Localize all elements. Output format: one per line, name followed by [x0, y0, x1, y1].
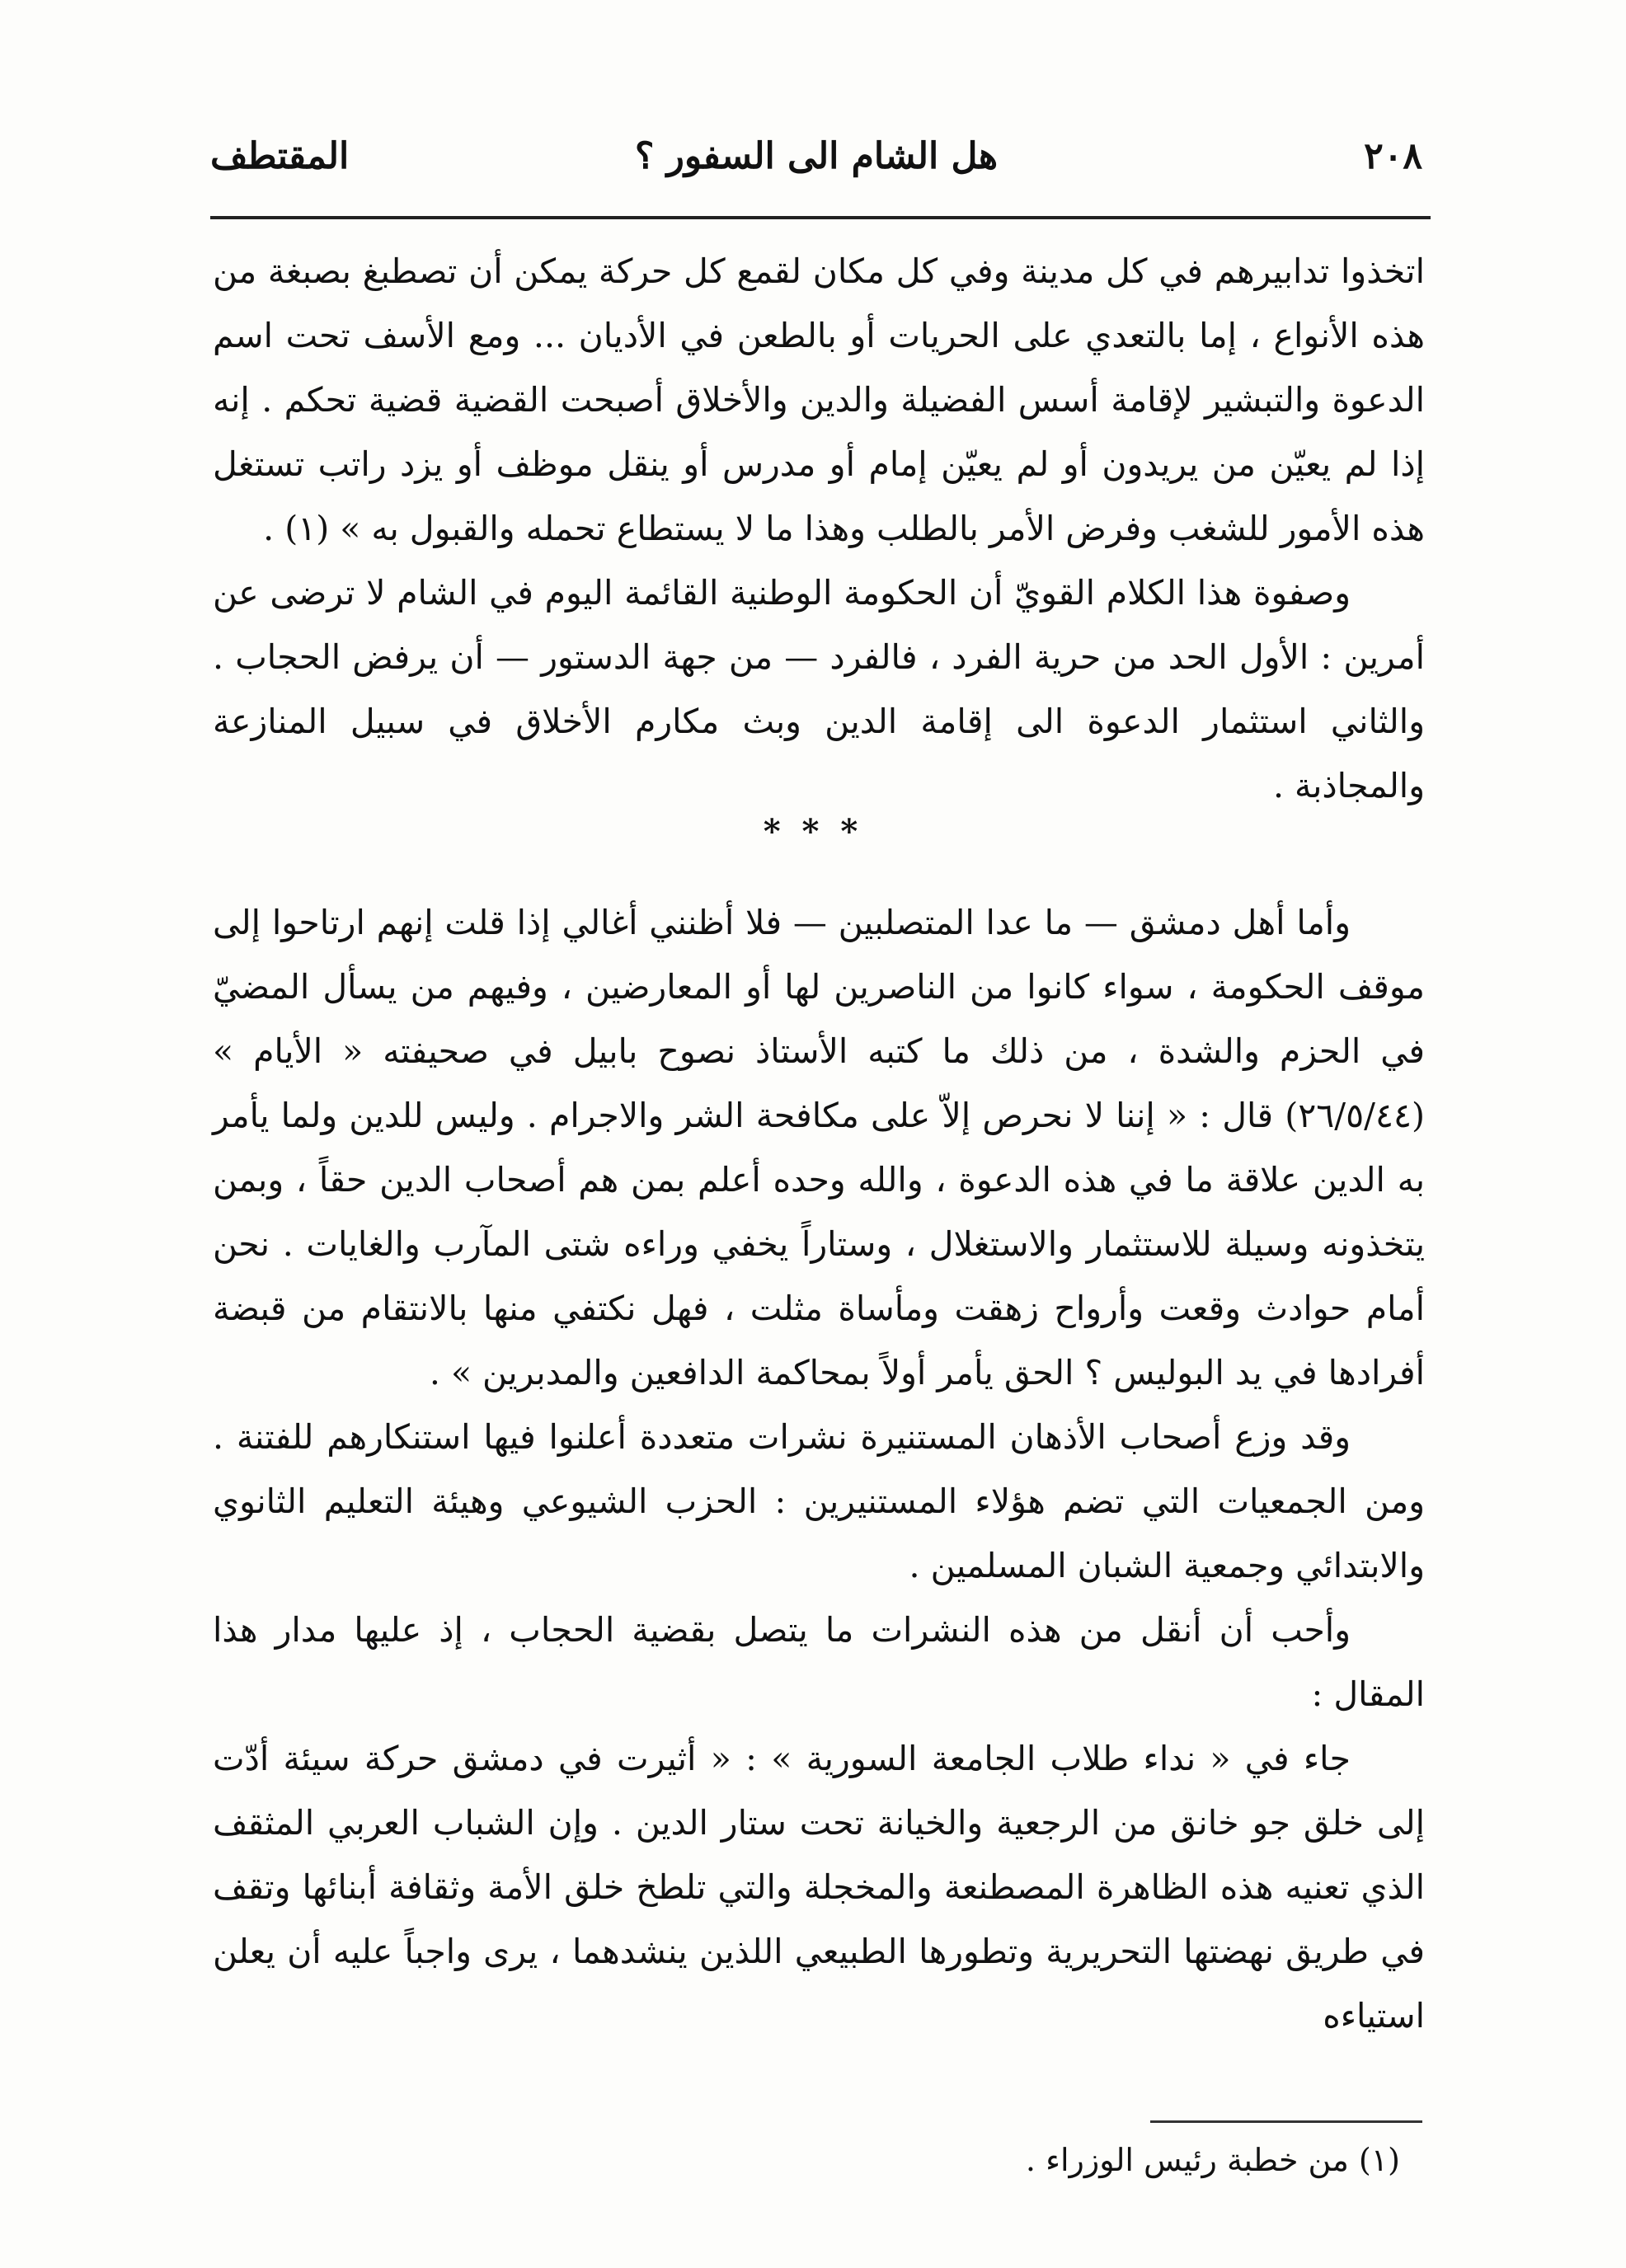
body-text-top	[213, 239, 1425, 818]
paragraph: وصفوة هذا الكلام القويّ أن الحكومة الوطنية القائمة اليوم في الشام لا ترضى عن أمرين : الأول الحد من حرية الفرد ، فالفرد — من جهة الدستور — أن يرفض الحجاب . والثاني استثمار الدعوة الى إقامة الدين وبث مكارم الأخلاق في سبيل المنازعة والمجاذبة .	[213, 573, 1425, 805]
running-header	[210, 132, 1422, 206]
footnote: (١) من خطبة رئيس الوزراء .	[1025, 2142, 1400, 2178]
header-rule	[210, 216, 1431, 219]
journal-name: المقتطف	[210, 135, 350, 177]
paragraph: جاء في « نداء طلاب الجامعة السورية » : « أثيرت في دمشق حركة سيئة أدّت إلى خلق جو خانق من الرجعية والخيانة تحت ستار الدين . وإن الشباب العربي المثقف الذي تعنيه هذه الظاهرة المصطنعة والمخجلة والتي تلطخ خلق الأمة وثقافة أبنائها وتقف في طريق نهضتها التحريرية وتطورها الطبيعي اللذين ينشدهما ، يرى واجباً عليه أن يعلن استياءه	[213, 1739, 1425, 2036]
paragraph: وأحب أن أنقل من هذه النشرات ما يتصل بقضية الحجاب ، إذ عليها مدار هذا المقال :	[213, 1610, 1425, 1714]
paragraph: وقد وزع أصحاب الأذهان المستنيرة نشرات متعددة أعلنوا فيها استنكارهم للفتنة . ومن الجمعيات التي تضم هؤلاء المستنيرين : الحزب الشيوعي وهيئة التعليم الثانوي والابتدائي وجمعية الشبان المسلمين .	[213, 1417, 1425, 1585]
page-number: ٢٠٨	[1364, 135, 1422, 177]
section-break: * * *	[763, 812, 863, 851]
running-title: هل الشام الى السفور ؟	[634, 135, 999, 177]
paragraph: اتخذوا تدابيرهم في كل مدينة وفي كل مكان لقمع كل حركة يمكن أن تصطبغ بصبغة من هذه الأنواع ، إما بالتعدي على الحريات أو بالطعن في الأديان ... ومع الأسف تحت اسم الدعوة والتبشير لإقامة أسس الفضيلة والدين والأخلاق أصبحت القضية قضية تحكم . إنه إذا لم يعيّن من يريدون أو لم يعيّن إمام أو مدرس أو ينقل موظف أو يزد راتب تستغل هذه الأمور للشغب وفرض الأمر بالطلب وهذا ما لا يستطاع تحمله والقبول به » (١) .	[213, 251, 1425, 548]
paragraph: وأما أهل دمشق — ما عدا المتصلبين — فلا أظنني أغالي إذا قلت إنهم ارتاحوا إلى موقف الحكومة ، سواء كانوا من الناصرين لها أو المعارضين ، وفيهم من يسأل المضيّ في الحزم والشدة ، من ذلك ما كتبه الأستاذ نصوح بابيل في صحيفته « الأيام » (٢٦/٥/٤٤) قال : « إننا لا نحرص إلاّ على مكافحة الشر والاجرام . وليس للدين ولما يأمر به الدين علاقة ما في هذه الدعوة ، والله وحده أعلم بمن هم أصحاب الدين حقاً ، وبمن يتخذونه وسيلة للاستثمار والاستغلال ، وستاراً يخفي وراءه شتى المآرب والغايات . نحن أمام حوادث وقعت وأرواح زهقت ومأساة مثلت ، فهل نكتفي منها بالانتقام من قبضة أفرادها في يد البوليس ؟ الحق يأمر أولاً بمحاكمة الدافعين والمدبرين » .	[213, 903, 1425, 1392]
footnote-rule	[1150, 2120, 1422, 2123]
body-text-bottom	[213, 890, 1425, 2048]
